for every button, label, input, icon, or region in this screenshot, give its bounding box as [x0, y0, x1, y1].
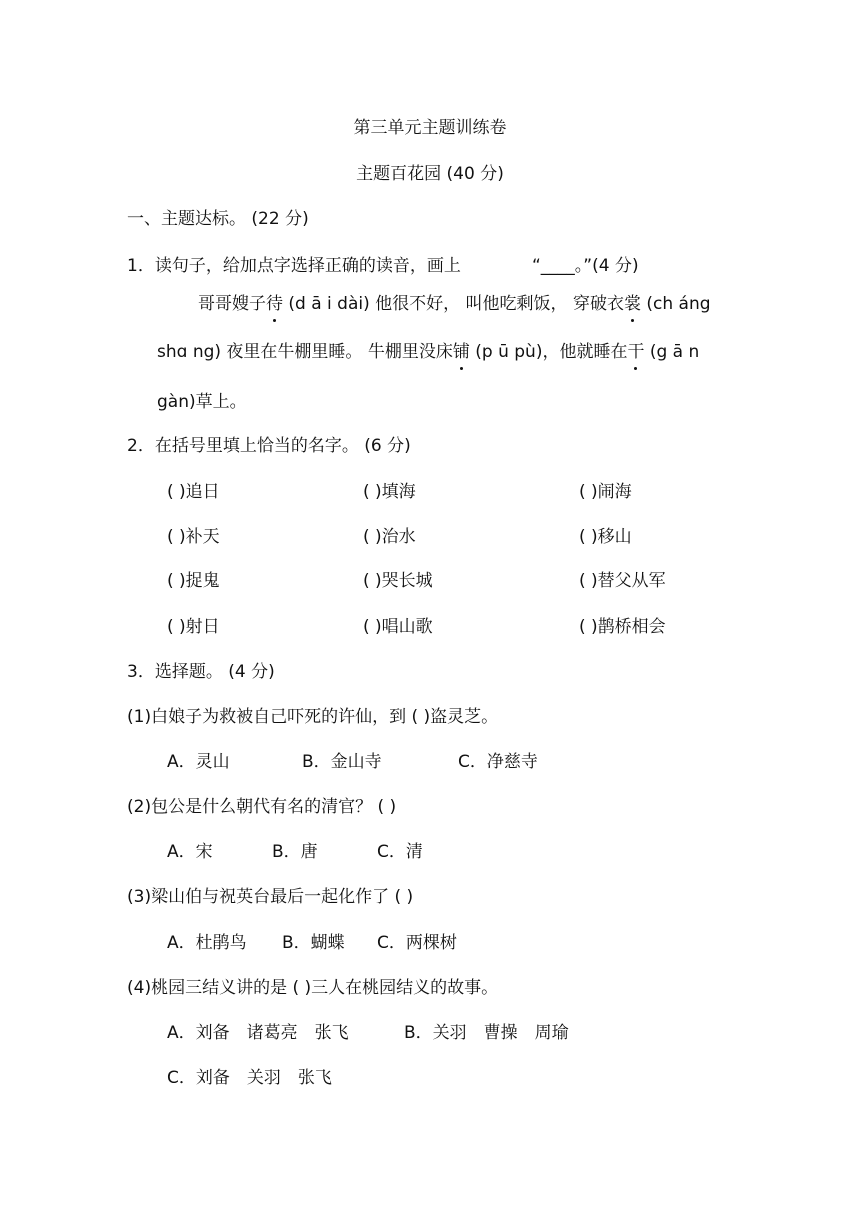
- dotted-character: 裳: [623, 294, 641, 314]
- fill-blank-item: ( )填海: [363, 482, 416, 502]
- option-a: A．宋: [167, 842, 213, 862]
- passage-text: (g ā n: [644, 342, 700, 362]
- option-a: A．灵山: [167, 752, 230, 772]
- section-heading: 一、主题达标。 (22 分): [127, 209, 309, 229]
- fill-blank-item: ( )射日: [167, 617, 220, 637]
- question-1-passage-line-2: [157, 340, 699, 364]
- fill-blank-item: ( )闹海: [579, 482, 632, 502]
- sub-question-2: (2)包公是什么朝代有名的清官？ ( ): [127, 797, 397, 817]
- question-1-answer-mark: “____。”(4 分): [532, 256, 639, 276]
- option-b: B．金山寺: [302, 752, 382, 772]
- fill-blank-item: ( )捉鬼: [167, 571, 220, 591]
- option-c: C．净慈寺: [458, 752, 538, 772]
- question-1-passage-line-3: gàn)草上。: [157, 392, 247, 412]
- question-3-heading: 3．选择题。 (4 分): [127, 662, 275, 682]
- fill-blank-item: ( )补天: [167, 527, 220, 547]
- option-b: B．唐: [272, 842, 318, 862]
- passage-text: 哥哥嫂子: [198, 294, 266, 314]
- fill-blank-item: ( )追日: [167, 482, 220, 502]
- option-b: B．蝴蝶: [282, 933, 345, 953]
- fill-blank-item: ( )治水: [363, 527, 416, 547]
- option-a: A．刘备 诸葛亮 张飞: [167, 1023, 349, 1043]
- option-a: A．杜鹃鸟: [167, 933, 247, 953]
- option-b: B．关羽 曹操 周瑜: [404, 1023, 569, 1043]
- passage-text: shɑ ng) 夜里在牛棚里睡。 牛棚里没床: [157, 342, 453, 362]
- option-c: C．刘备 关羽 张飞: [167, 1068, 332, 1088]
- option-c: C．两棵树: [377, 933, 457, 953]
- fill-blank-item: ( )鹊桥相会: [579, 617, 666, 637]
- fill-blank-item: ( )替父从军: [579, 571, 666, 591]
- dotted-character: 待: [266, 294, 283, 314]
- sub-question-4: (4)桃园三结义讲的是 ( )三人在桃园结义的故事。: [127, 978, 499, 998]
- question-2-heading: 2．在括号里填上恰当的名字。 (6 分): [127, 436, 411, 456]
- sub-question-3: (3)梁山伯与祝英台最后一起化作了 ( ): [127, 887, 414, 907]
- question-1-heading: 1．读句子，给加点字选择正确的读音，画上: [127, 256, 461, 276]
- passage-text: (d ā i dài) 他很不好， 叫他吃剩饭， 穿破衣: [283, 294, 624, 314]
- fill-blank-item: ( )唱山歌: [363, 617, 433, 637]
- page-subtitle: 主题百花园 (40 分): [356, 164, 504, 184]
- passage-text: (p ū pù)，他就睡在: [469, 342, 628, 362]
- option-c: C．清: [377, 842, 423, 862]
- sub-question-1: (1)白娘子为救被自己吓死的许仙，到 ( )盗灵芝。: [127, 707, 499, 727]
- dotted-character: 铺: [452, 342, 470, 362]
- passage-text: (ch áng: [640, 294, 711, 314]
- dotted-character: 干: [627, 342, 645, 362]
- fill-blank-item: ( )移山: [579, 527, 632, 547]
- fill-blank-item: ( )哭长城: [363, 571, 433, 591]
- page-title: 第三单元主题训练卷: [353, 118, 507, 138]
- question-1-passage-line-1: [198, 292, 711, 316]
